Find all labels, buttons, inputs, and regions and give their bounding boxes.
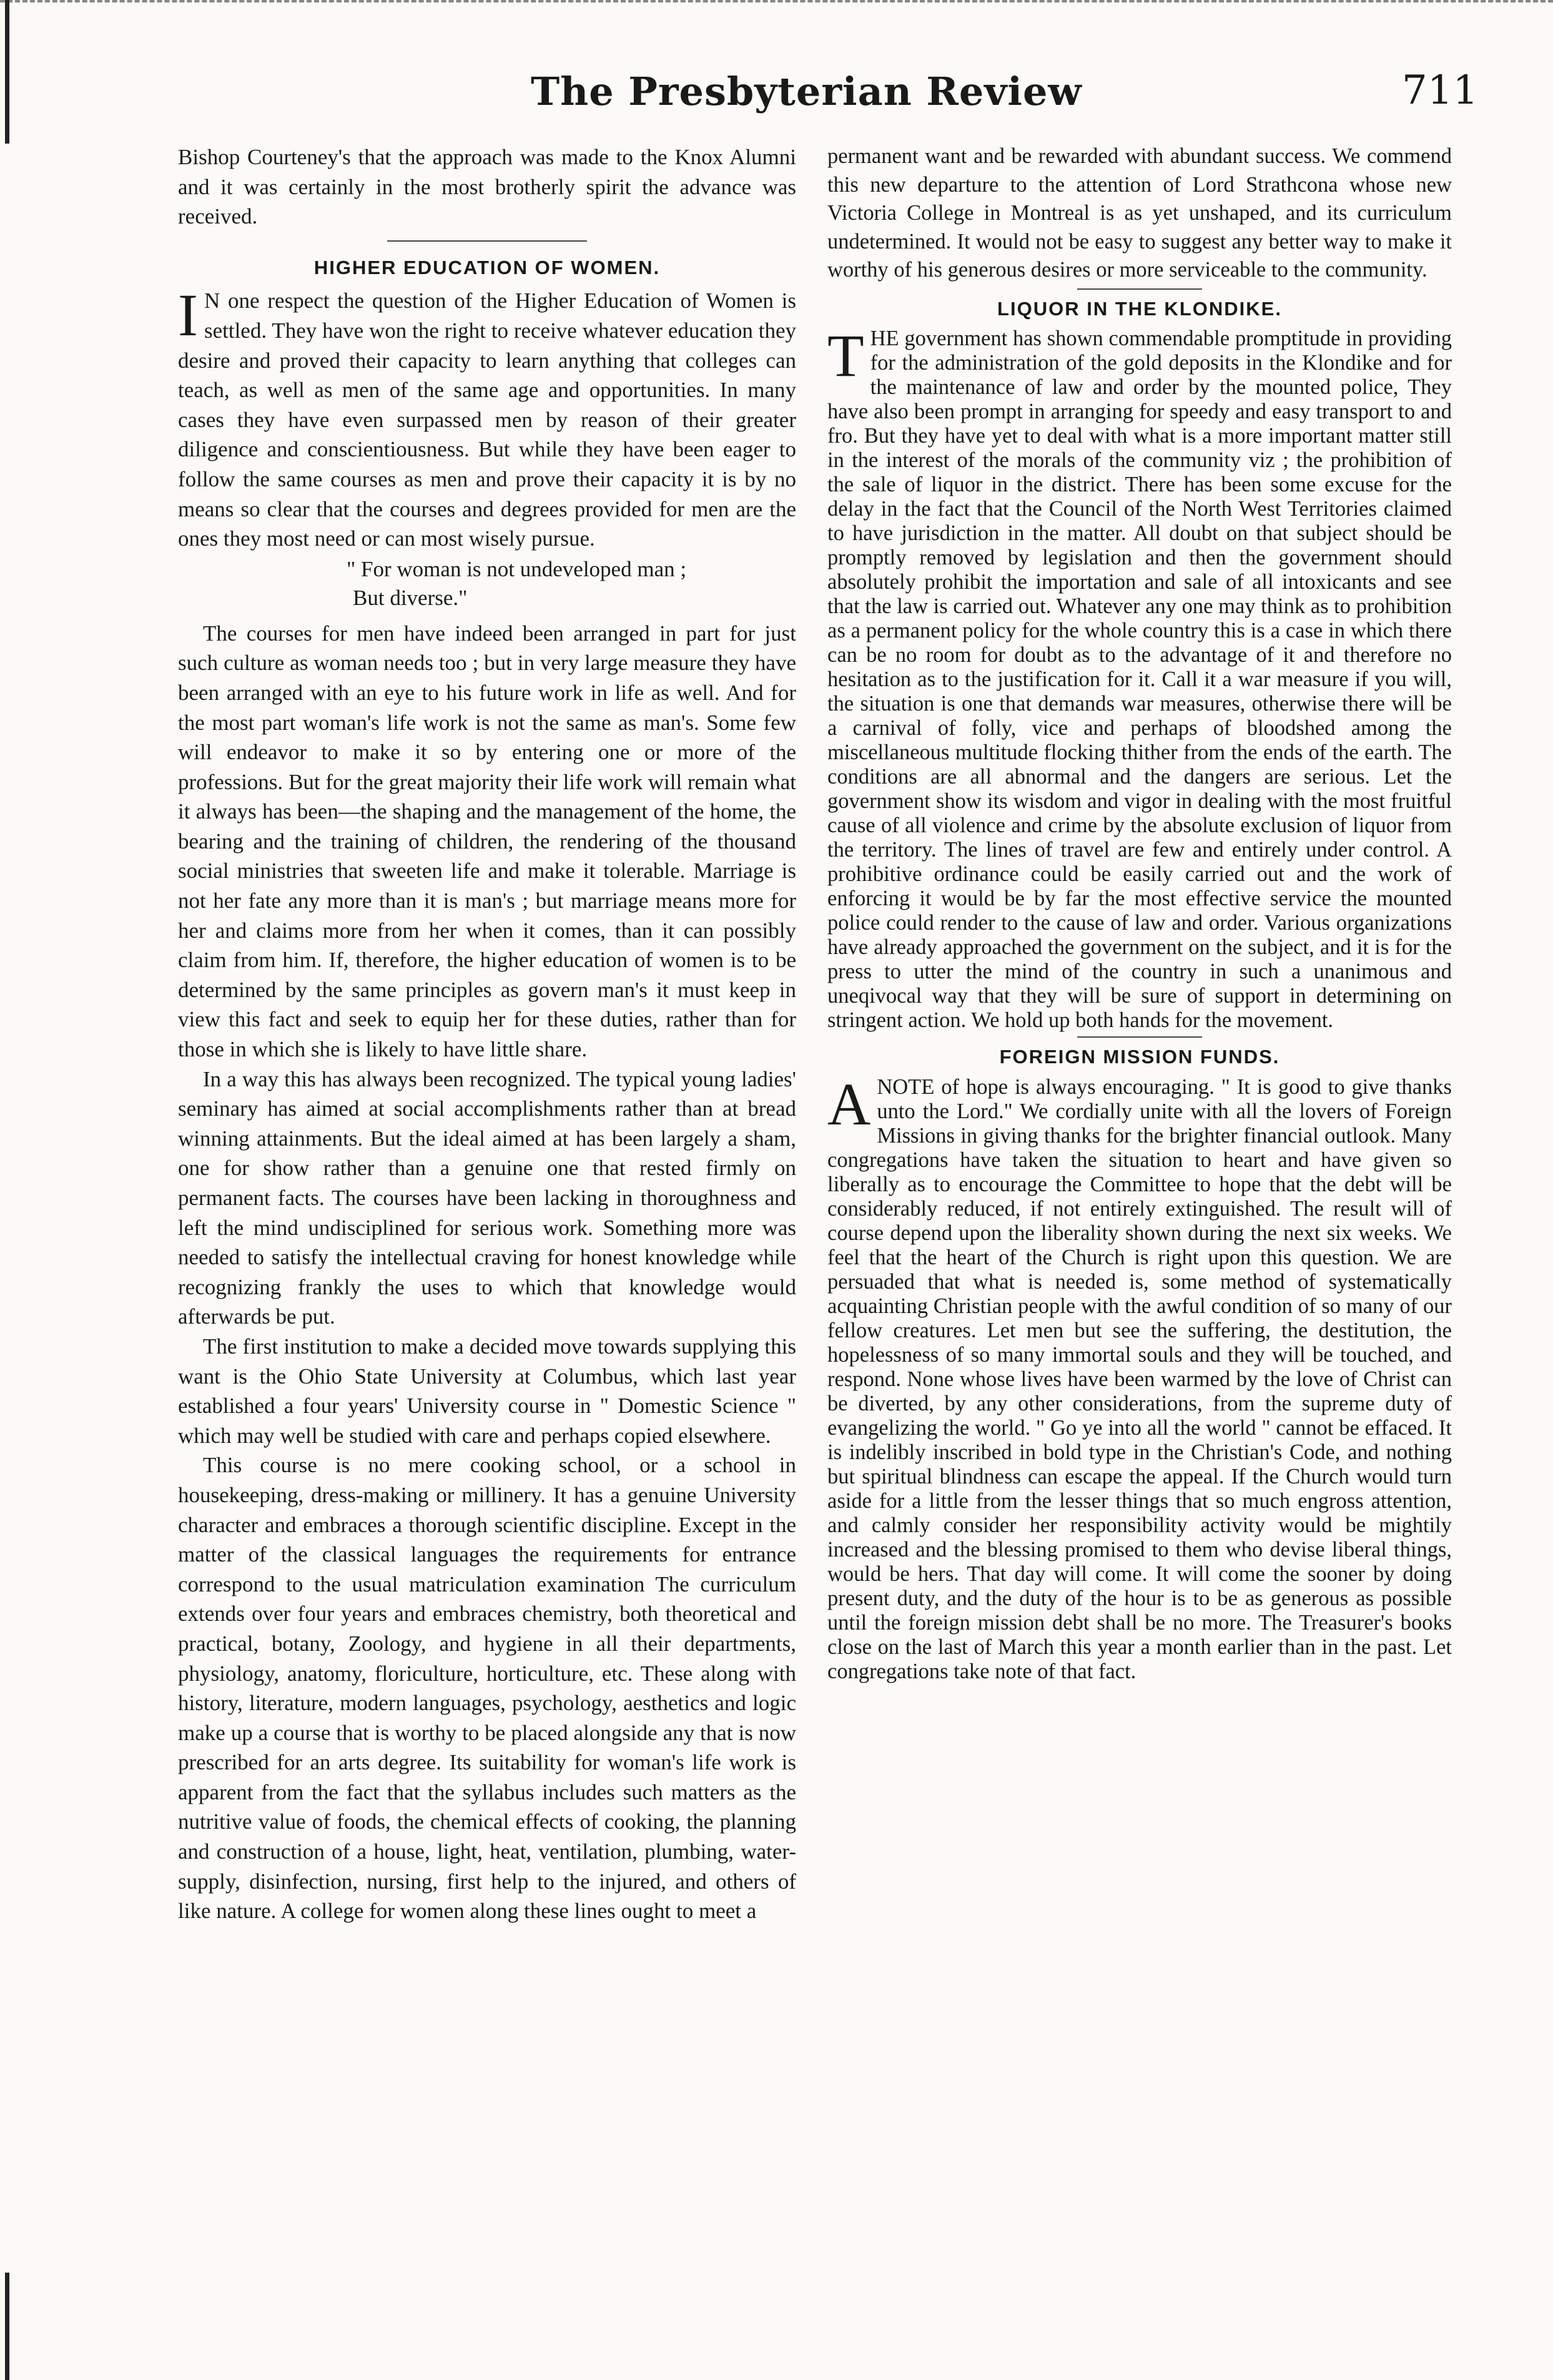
poem-line: But diverse." — [353, 585, 468, 610]
article-paragraph: The courses for men have indeed been arranged in part for just such culture as woman needs too ; but in very large measure they have been arranged with an eye to his future work in life as well. And for the most part woman's life work is not the same as man's. Some few will endeavor to make it so by entering one or more of the professions. But for the great majority their life work will remain what it always has been—the shaping and the management of the home, the bearing and the training of children, the rendering of the thousand social ministries that sweeten life and make it tolerable. Marriage is not her fate any more than it is man's ; but marriage means more for her and claims more from her when it comes, than it can possibly claim from him. If, therefore, the higher education of women is to be determined by the same principles as govern man's it must keep in view this fact and seek to equip her for these duties, rather than for those in which she is likely to have little share. — [178, 621, 796, 1062]
section-heading-foreign-mission: FOREIGN MISSION FUNDS. — [999, 1046, 1280, 1068]
article-paragraph: This course is no mere cooking school, or a school in housekeeping, dress-making or millinery. It has a genuine University character and embraces a thorough scientific discipline. Except in the matter of the classical languages the requirements for entrance correspond to the usual matriculation examination The curriculum extends over four years and embraces chemistry, both theoretical and practical, botany, Zoology, and hygiene in all their departments, physiology, anatomy, floriculture, horticulture, etc. These along with history, literature, modern languages, psychology, aesthetics and logic make up a course that is worthy to be placed alongside any that is now prescribed for an arts degree. Its suitability for woman's life work is apparent from the fact that the syllabus includes such matters as the nutritive value of foods, the chemical effects of cooking, the planning and construction of a house, light, heat, ventilation, plumbing, water-supply, disinfection, nursing, first help to the injured, and others of like nature. A college for women along these lines ought to meet a — [178, 1453, 796, 1924]
drop-cap: T — [827, 322, 864, 389]
article-paragraph: In a way this has always been recognized. The typical young ladies' seminary has aimed at social accomplishments rather than at bread winning attainments. But the ideal aimed at has been largely a sham, one for show rather than a genuine one that rested firmly on permanent facts. The courses have been lacking in thoroughness and left the mind undisciplined for serious work. Something more was needed to satisfy the intellectual craving for honest knowledge while recognizing frankly the uses to which that knowledge would afterwards be put. — [178, 1066, 796, 1329]
section-heading-higher-education: HIGHER EDUCATION OF WOMEN. — [313, 256, 661, 278]
section-heading-liquor-klondike: LIQUOR IN THE KLONDIKE. — [997, 297, 1282, 320]
left-margin-mark — [5, 0, 9, 144]
article-paragraph: THE government has shown commendable promptitude in providing for the administration of the gold deposits in the Klondike and for the maintenance of law and order by the mounted police, They have also been prompt in arranging for speedy and easy transport to and fro. But they have yet to deal with what is a more important matter still in the interest of the morals of the community viz ; the prohibition of the sale of liquor in the district. There has been some excuse for the delay in the fact that the Council of the North West Territories claimed to have jurisdiction in the matter. All doubt on that subject should be promptly removed by legislation and then the government should absolutely prohibit the importation and sale of all intoxicants and see that the law is carried out. Whatever any one may think as to prohibition as a permanent policy for the whole country this is a case in which there can be no room for doubt as to the advantage of it and therefore no hesitation as to the justification for it. Call it a war measure if you will, the situation is one that demands war measures, otherwise there will be a carnival of folly, vice and perhaps of bloodshed among the miscellaneous multitude flocking thither from the ends of the earth. The conditions are all abnormal and the dangers are serious. Let the government show its wisdom and vigor in dealing with the most fruitful cause of all violence and crime by the absolute exclusion of liquor from the territory. The lines of travel are few and entirely under control. A prohibitive ordinance could be easily carried out and the work of enforcing it would be by far the most effective service the mounted police could render to the cause of law and order. Various organizations have already approached the government on the subject, and it is for the press to utter the mind of the country in such a unanimous and uneqivocal way that they will be sure of support in determining on stringent action. We hold up both hands for the movement. — [827, 322, 1452, 1032]
drop-cap: A — [827, 1070, 871, 1138]
right-column — [827, 142, 1452, 1684]
drop-cap: I — [178, 282, 198, 349]
section-divider — [1077, 288, 1202, 290]
intro-paragraph: Bishop Courteney's that the approach was made to the Knox Alumni and it was certainly in the most brotherly spirit the advance was received. — [178, 145, 796, 229]
left-margin-mark-bottom — [5, 2273, 9, 2380]
section-divider — [387, 240, 587, 242]
top-border-rule — [0, 0, 1553, 9]
left-column — [178, 142, 796, 1926]
article-paragraph: The first institution to make a decided move towards supplying this want is the Ohio State University at Columbus, which last year established a four years' University course in " Domestic Science " which may well be studied with care and perhaps copied elsewhere. — [178, 1334, 796, 1448]
section-divider — [1077, 1036, 1202, 1038]
journal-title: The Presbyterian Review — [531, 69, 1082, 114]
poem-quote — [347, 555, 796, 612]
poem-line: " For woman is not undeveloped man ; — [347, 556, 687, 581]
article-paragraph: I N one respect the question of the Higher Education of Women is settled. They have won the right to receive whatever education they desire and proved their capacity to learn anything that colleges can teach, as well as men of the same age and opportunities. In many cases they have even surpassed men by reason of their greater diligence and conscientiousness. But while they have been eager to follow the same courses as men and prove their capacity it is by no means so clear that the courses and degrees provided for men are the ones they most need or can most wisely pursue. — [178, 282, 796, 551]
article-paragraph: ANOTE of hope is always encouraging. " It is good to give thanks unto the Lord." We cordially unite with all the lovers of Foreign Missions in giving thanks for the brighter financial outlook. Many congregations have taken the situation to heart and have given so liberally as to encourage the Committee to hope that the debt will be considerably reduced, if not entirely extinguished. The result will of course depend upon the liberality shown during the next six weeks. We feel that the heart of the Church is right upon this question. We are persuaded that what is needed is, some method of systematically acquainting Christian people with the awful condition of so many of our fellow creatures. Let men but see the suffering, the destitution, the hopelessness of so many immortal souls and they will be touched, and respond. None whose lives have been warmed by the love of Christ can be diverted, by any other considerations, from the supreme duty of evangelizing the world. " Go ye into all the world " cannot be effaced. It is indelibly inscribed in bold type in the Christian's Code, and nothing but spiritual blindness can escape the appeal. If the Church would turn aside for a little from the lesser things that so much engross attention, and calmly consider her responsibility activity would be mightily increased and the blessing promised to them who devise liberal things, would be hers. That day will come. It will come the sooner by doing present duty, and the duty of the hour is to be as generous as possible until the foreign mission debt shall be no more. The Treasurer's books close on the last of March this year a month earlier than in the past. Let congregations take note of that fact. — [827, 1070, 1452, 1683]
article-paragraph: permanent want and be rewarded with abundant success. We commend this new departure to the attention of Lord Strathcona whose new Victoria College in Montreal is as yet unshaped, and its curriculum undetermined. It would not be easy to suggest any better way to make it worthy of his generous desires or more serviceable to the community. — [827, 144, 1452, 282]
page-number: 711 — [1402, 67, 1479, 114]
